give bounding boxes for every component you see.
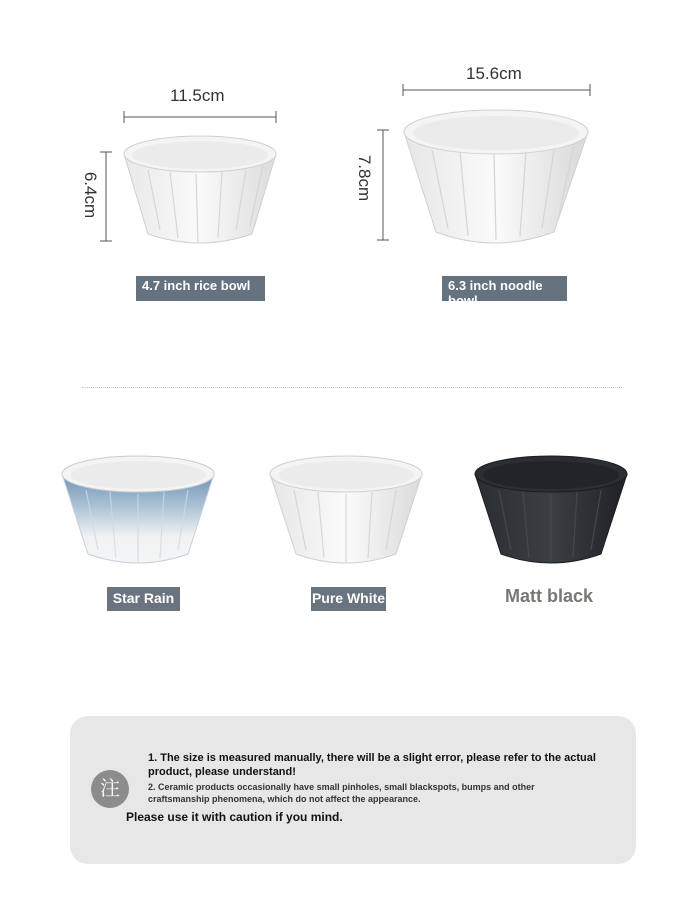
- rice-bowl-tag: 4.7 inch rice bowl: [136, 276, 265, 301]
- pure-white-label: Pure White: [311, 587, 386, 611]
- pure-white-bowl-image: [266, 450, 426, 570]
- rice-bowl-height-label: 6.4cm: [81, 171, 100, 219]
- note-line-3: Please use it with caution if you mind.: [126, 810, 343, 824]
- note-line-1: 1. The size is measured manually, there will be a slight error, please refer to the actual product, please understand!: [148, 752, 596, 778]
- star-rain-label: Star Rain: [107, 587, 180, 611]
- rice-bowl-width-label: 11.5cm: [170, 86, 225, 105]
- matt-black-label: Matt black: [505, 586, 594, 606]
- note-icon: 注: [91, 770, 129, 808]
- matt-black-bowl-image: [471, 450, 631, 570]
- noodle-bowl-height-label: 7.8cm: [355, 154, 374, 202]
- note-line-2: 2. Ceramic products occasionally have small pinholes, small blackspots, bumps and other craftsmanship phenomena, which do not affect the appearance.: [148, 782, 535, 804]
- star-rain-bowl-image: [58, 450, 218, 570]
- section-divider: [82, 387, 622, 388]
- noodle-bowl-tag: 6.3 inch noodle bowl: [442, 276, 567, 301]
- noodle-bowl-image: [398, 104, 598, 249]
- noodle-bowl-width-label: 15.6cm: [466, 64, 522, 83]
